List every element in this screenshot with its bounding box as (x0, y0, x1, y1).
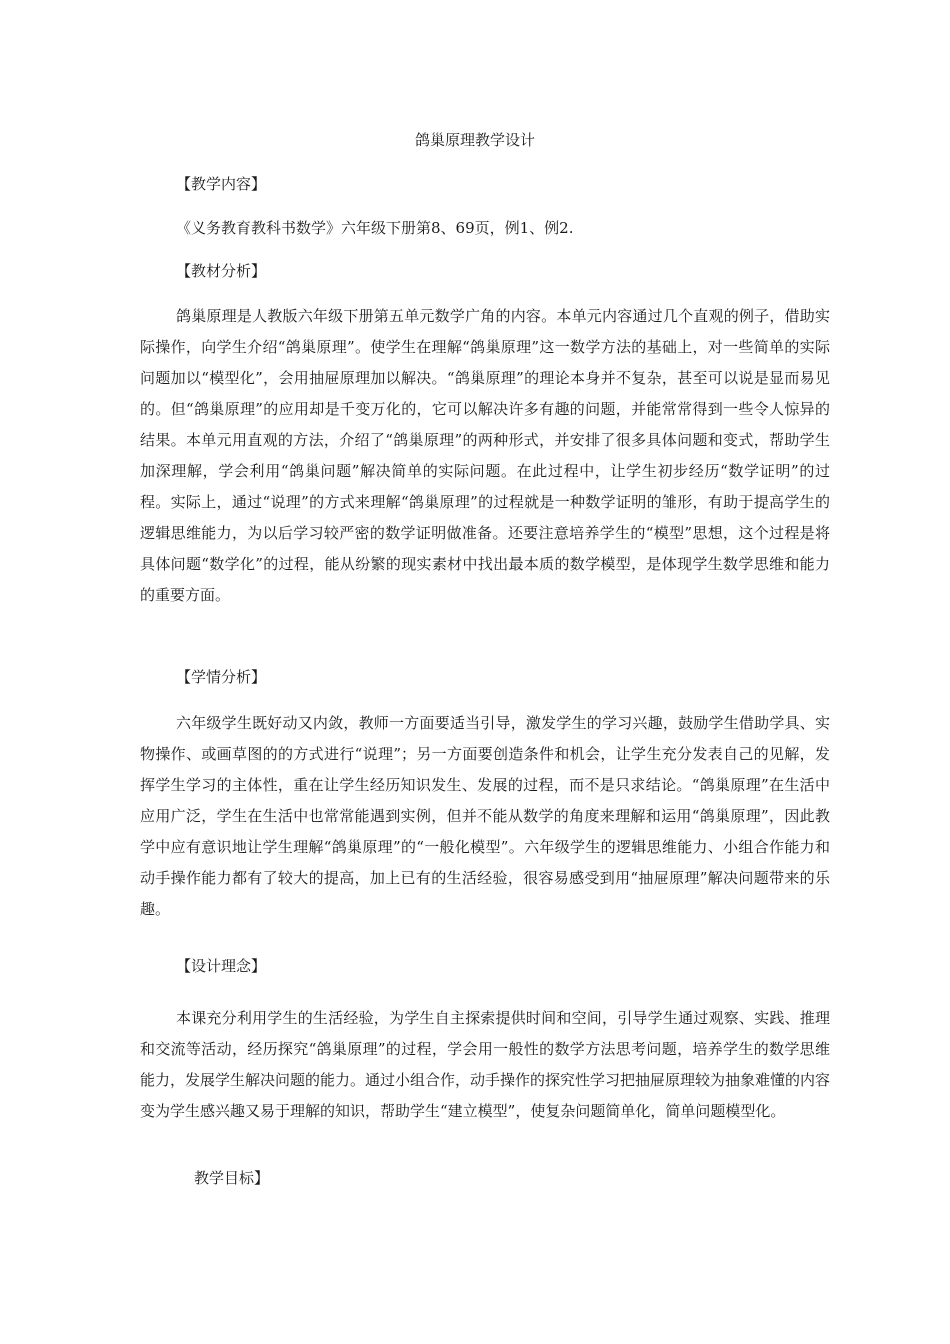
heading-design-concept: 【设计理念】 (176, 957, 267, 975)
heading-student-analysis: 【学情分析】 (176, 668, 267, 686)
teaching-content-text: 《义务教育教科书数学》六年级下册第8、69页，例1、例2. (176, 219, 574, 237)
design-concept-paragraph: 本课充分利用学生的生活经验，为学生自主探索提供时间和空间，引导学生通过观察、实践、推理和交流等活动，经历探究“鸽巢原理”的过程，学会用一般性的数学方法思考问题，培养学生的数学思维能力，发展学生解决问题的能力。通过小组合作，动手操作的探究性学习把抽屉原理较为抽象难懂的内容变为学生感兴趣又易于理解的知识，帮助学生“建立模型”，使复杂问题简单化，简单问题模型化。 (140, 1009, 831, 1120)
document-title: 鸽巢原理教学设计 (414, 131, 535, 149)
textbook-analysis-paragraph: 鸽巢原理是人教版六年级下册第五单元数学广角的内容。本单元内容通过几个直观的例子，借助实际操作，向学生介绍“鸽巢原理”。使学生在理解“鸽巢原理”这一数学方法的基础上，对一些简单的实际问题加以“模型化”，会用抽屉原理加以解决。“鸽巢原理”的理论本身并不复杂，甚至可以说是显而易见的。但“鸽巢原理”的应用却是千变万化的，它可以解决许多有趣的问题，并能常常得到一些令人惊异的结果。本单元用直观的方法，介绍了“鸽巢原理”的两种形式，并安排了很多具体问题和变式，帮助学生加深理解，学会利用“鸽巢问题”解决简单的实际问题。在此过程中，让学生初步经历“数学证明”的过程。实际上，通过“说理”的方式来理解“鸽巢原理”的过程就是一种数学证明的雏形，有助于提高学生的逻辑思维能力，为以后学习较严密的数学证明做准备。还要注意培养学生的“模型”思想，这个过程是将具体问题“数学化”的过程，能从纷繁的现实素材中找出最本质的数学模型，是体现学生数学思维和能力的重要方面。 (140, 307, 830, 604)
student-analysis-paragraph: 六年级学生既好动又内敛，教师一方面要适当引导，激发学生的学习兴趣，鼓励学生借助学具、实物操作、或画草图的的方式进行“说理”；另一方面要创造条件和机会，让学生充分发表自己的见解，发挥学生学习的主体性，重在让学生经历知识发生、发展的过程，而不是只求结论。“鸽巢原理”在生活中应用广泛，学生在生活中也常常能遇到实例，但并不能从数学的角度来理解和运用“鸽巢原理”，因此教学中应有意识地让学生理解“鸽巢原理”的“一般化模型”。六年级学生的逻辑思维能力、小组合作能力和动手操作能力都有了较大的提高，加上已有的生活经验，很容易感受到用“抽屉原理”解决问题带来的乐趣。 (140, 714, 830, 918)
heading-teaching-content: 【教学内容】 (176, 175, 267, 193)
heading-teaching-goals: 教学目标】 (194, 1169, 270, 1187)
heading-textbook-analysis: 【教材分析】 (176, 262, 267, 280)
